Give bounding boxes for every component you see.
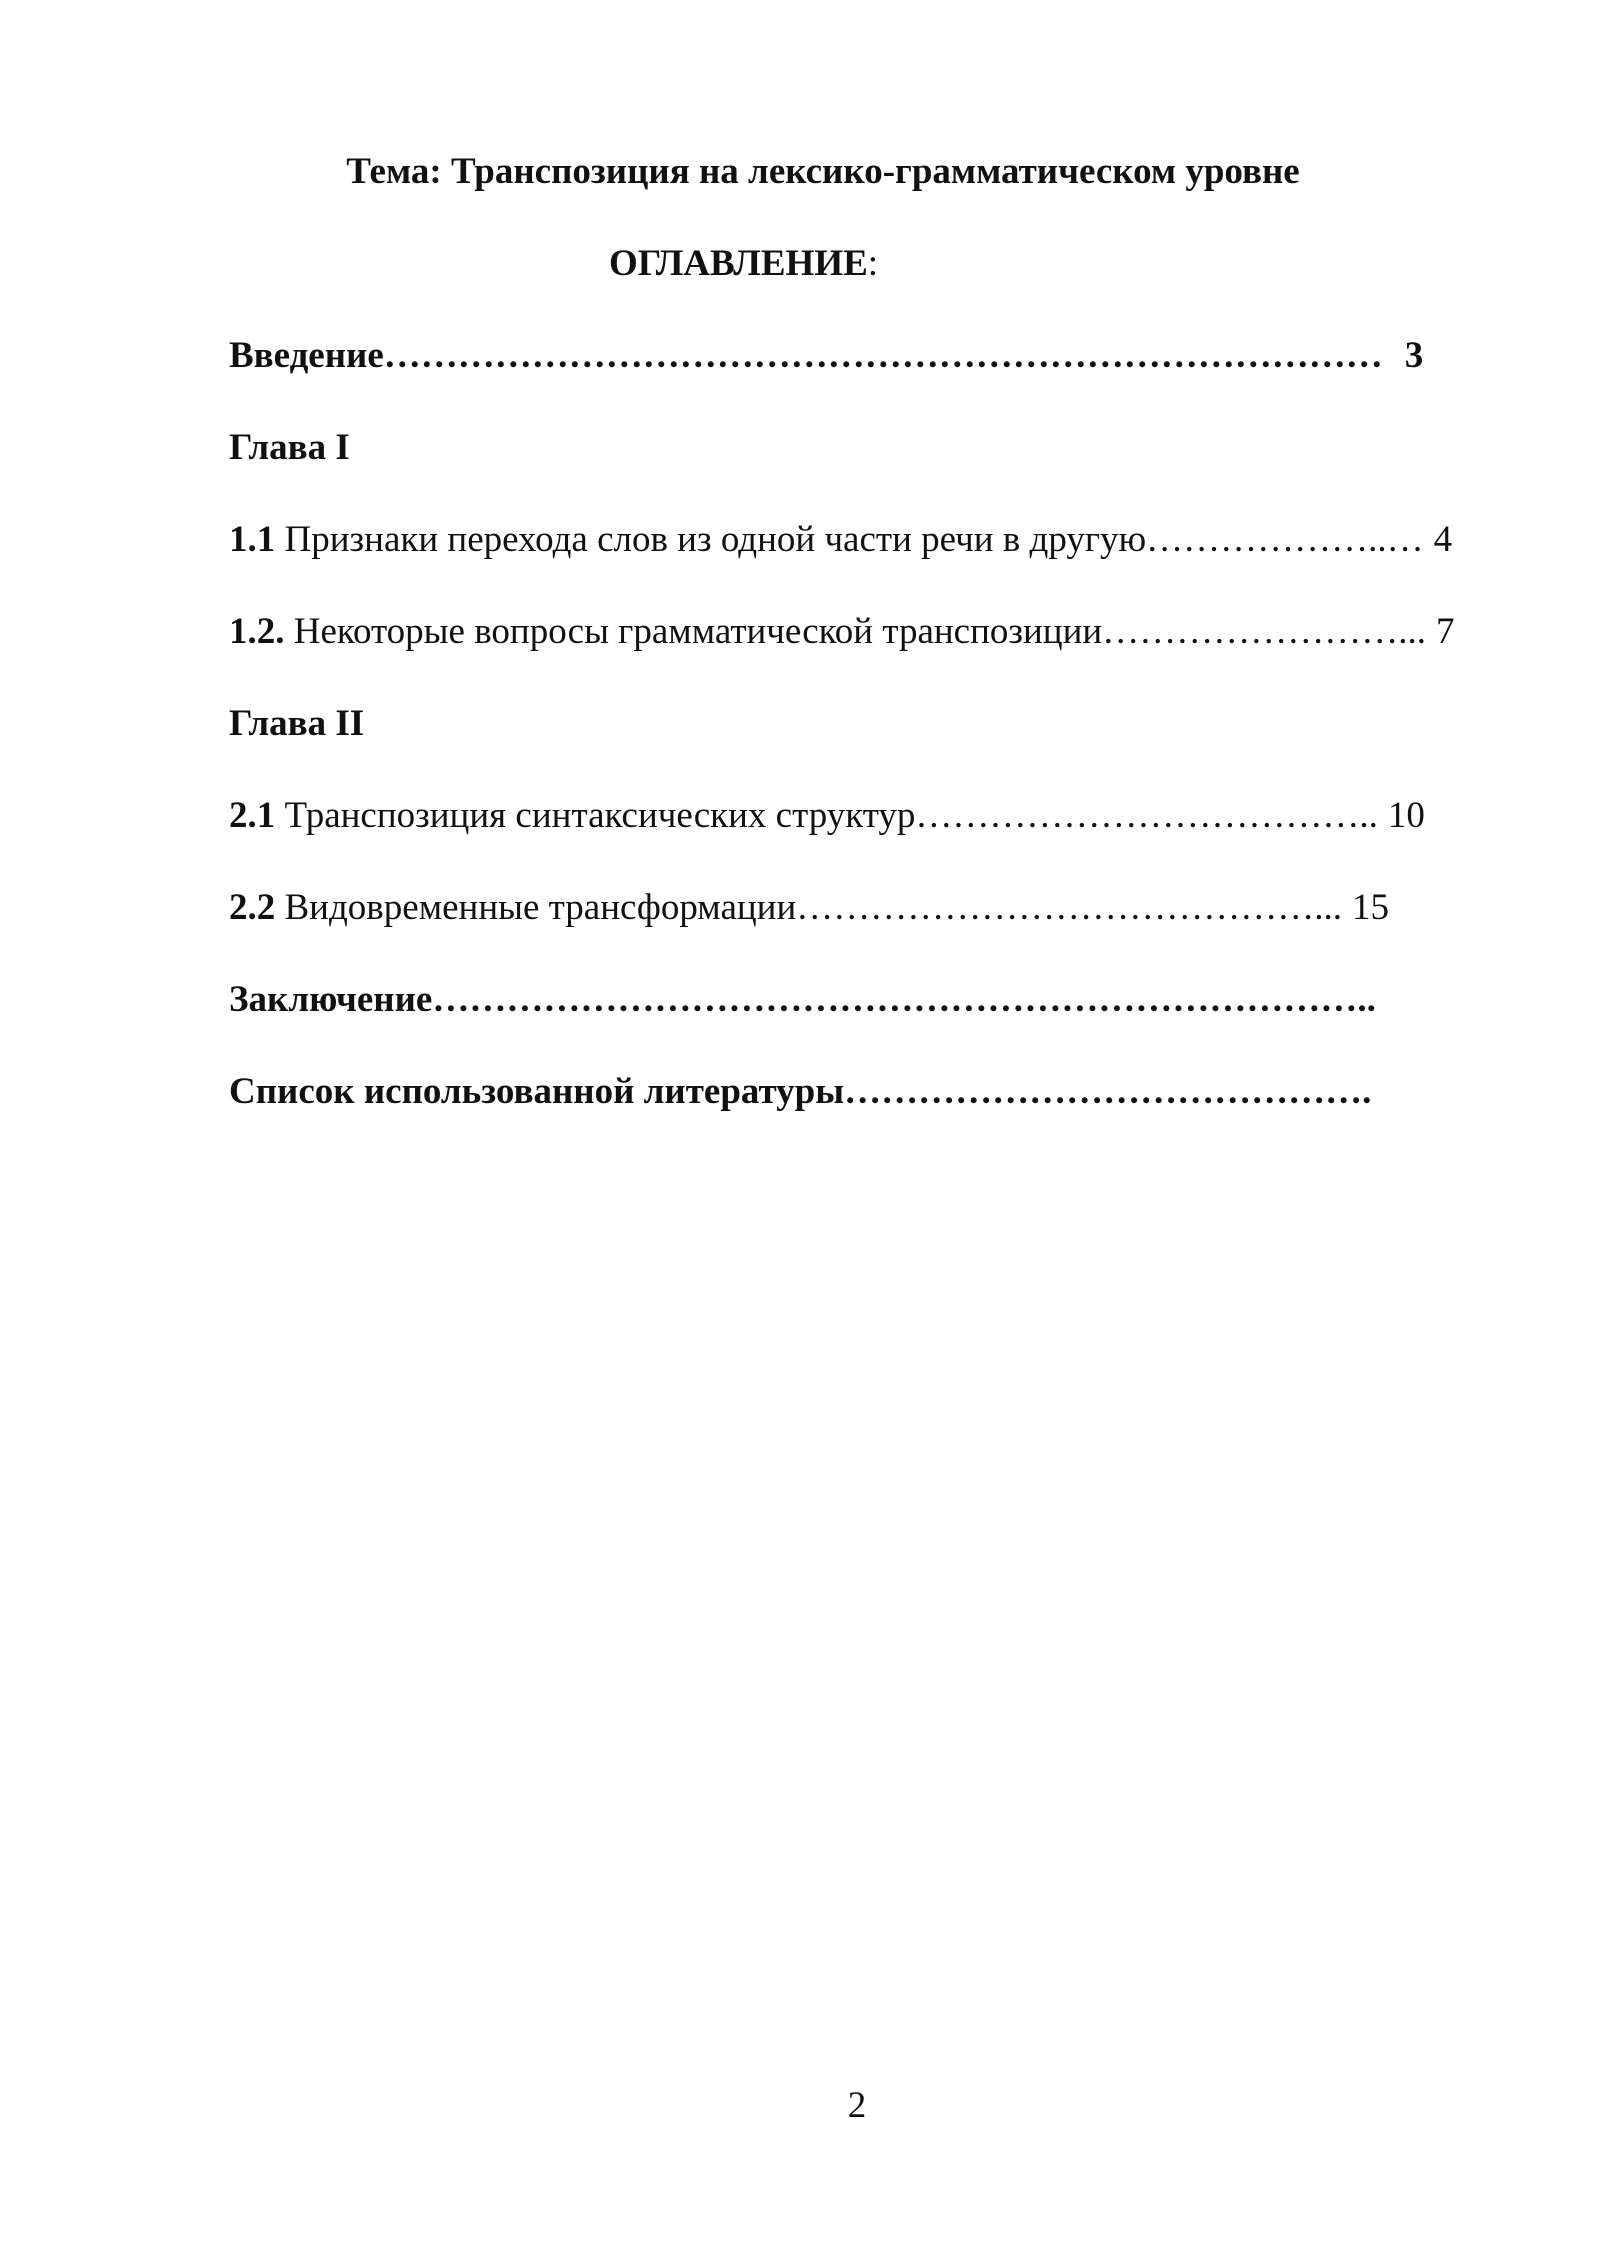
- toc-chapter-1: [229, 426, 350, 469]
- toc-entry-dots: ……………………………………...: [796, 887, 1343, 928]
- theme-title: Тема: Транспозиция на лексико-грамматическом уровне: [346, 151, 1300, 192]
- toc-entry-title: Заключение: [229, 979, 433, 1020]
- toc-entry-number: 1.2.: [229, 611, 285, 652]
- toc-entry-number: 2.2: [229, 887, 276, 928]
- toc-heading-text: ОГЛАВЛЕНИЕ: [609, 243, 868, 284]
- toc-entry-title: Некоторые вопросы грамматической транспозиции: [284, 611, 1103, 652]
- toc-entry-1-2: [229, 610, 1454, 653]
- toc-entry-number: 1.1: [229, 519, 276, 560]
- page-number: 2: [847, 2085, 867, 2126]
- toc-entry-dots: ………………………………………………………………………: [383, 335, 1383, 376]
- toc-entry-dots: …………………………………………………………………..: [432, 979, 1376, 1020]
- toc-entry-dots: ……………………...: [1102, 611, 1426, 652]
- toc-entry-title: Список использованной литературы: [229, 1071, 845, 1112]
- toc-entry-1-1: [229, 518, 1452, 561]
- toc-entry-number: 2.1: [229, 795, 276, 836]
- toc-entry-page: 15: [1352, 887, 1390, 928]
- toc-heading: [609, 242, 878, 285]
- toc-entry-2-2: [229, 886, 1389, 929]
- toc-entry-dots: …………………………………….: [844, 1071, 1372, 1112]
- toc-entry-page: 3: [1404, 335, 1424, 376]
- toc-entry-page: 7: [1435, 611, 1455, 652]
- toc-entry-conclusion: [229, 978, 1376, 1021]
- toc-chapter-2: [229, 702, 364, 745]
- toc-entry-page: 4: [1433, 519, 1453, 560]
- toc-entry-dots: ………………………………..: [915, 795, 1378, 836]
- toc-entry-title: Введение: [229, 335, 384, 376]
- toc-entry-dots: ………………..…: [1146, 519, 1424, 560]
- toc-entry-introduction: [229, 334, 1423, 377]
- toc-entry-references: [229, 1070, 1371, 1113]
- toc-chapter-title: Глава II: [229, 703, 365, 744]
- toc-entry-title: Видовременные трансформации: [275, 887, 797, 928]
- toc-heading-colon: :: [867, 243, 879, 284]
- toc-entry-page: 10: [1387, 795, 1425, 836]
- toc-entry-title: Признаки перехода слов из одной части речи в другую: [275, 519, 1147, 560]
- toc-entry-title: Транспозиция синтаксических структур: [275, 795, 916, 836]
- toc-entry-2-1: [229, 794, 1425, 837]
- toc-chapter-title: Глава I: [229, 427, 350, 468]
